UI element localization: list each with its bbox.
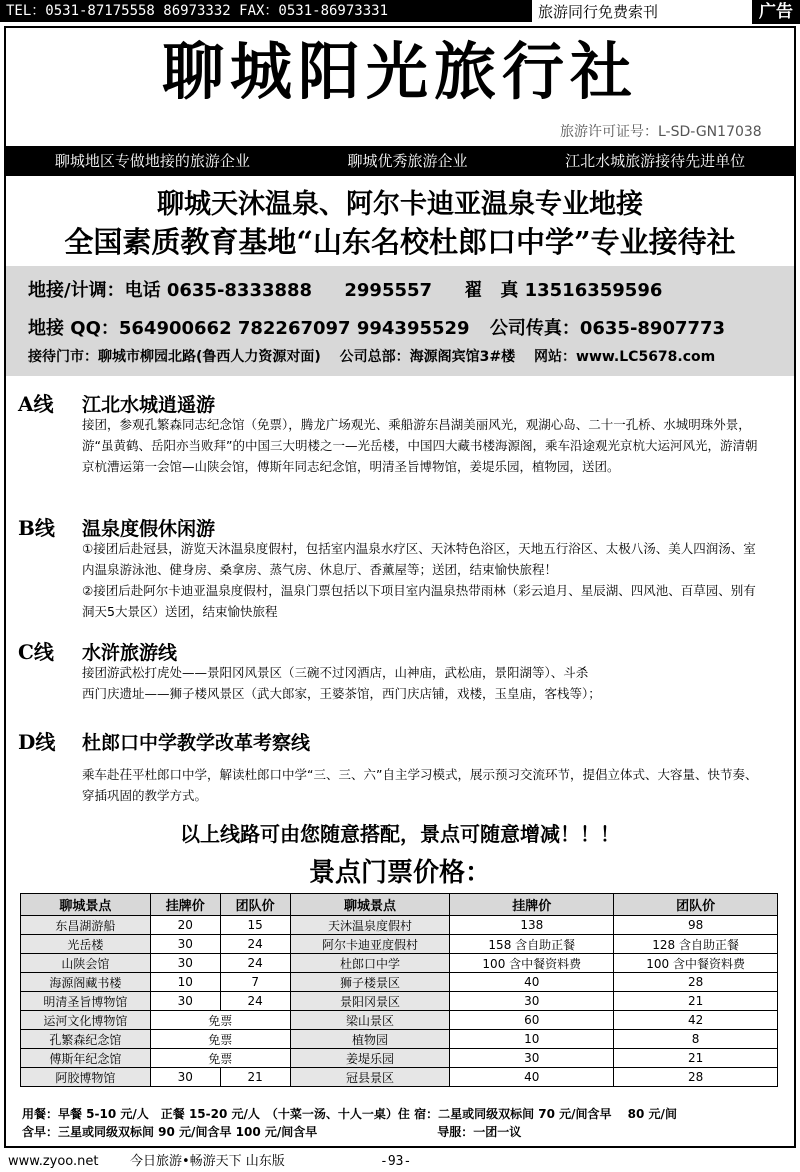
table-cell: 24: [220, 992, 290, 1011]
table-cell: 孔繁森纪念馆: [21, 1030, 151, 1049]
table-row: [21, 1011, 778, 1030]
route-a-body: 接团，参观孔繁森同志纪念馆（免票），腾龙广场观光、乘船游东昌湖美丽风光，观湖心岛、二十一孔桥、水城明珠外景，游“虽黄鹤、岳阳亦当败拜”的中国三大明楼之一—光岳楼，中国四大藏书楼海源阁，乘车沿途观光京杭大运河风光，游清朝京杭漕运第一会馆—山陕会馆，傅斯年同志纪念馆，明清圣旨博物馆，姜堤乐园，植物园，送团。: [82, 417, 758, 474]
price-title: 景点门票价格：: [308, 858, 491, 888]
col-header: 团队价: [220, 894, 290, 916]
table-cell: 姜堤乐园: [290, 1049, 450, 1068]
ad-badge: 广告: [752, 0, 800, 24]
table-row: [21, 954, 778, 973]
table-cell: 30: [150, 1068, 220, 1087]
table-header-row: [21, 894, 778, 916]
honor-item: 聊城地区专做地接的旅游企业: [54, 152, 250, 170]
headline-hot-spring: 聊城天沐温泉、阿尔卡迪亚温泉专业地接: [157, 189, 643, 220]
table-cell: 128 含自助正餐: [614, 935, 778, 954]
phone-number: 地接/计调：电话 0635-8333888: [28, 280, 313, 301]
table-cell: 傅斯年纪念馆: [21, 1049, 151, 1068]
table-cell: 98: [614, 916, 778, 935]
table-cell: 20: [150, 916, 220, 935]
hq-address: 公司总部：海源阁宾馆3#楼: [339, 349, 516, 365]
route-c-body: 接团游武松打虎处——景阳冈风景区（三碗不过冈酒店，山神庙，武松庙，景阳湖等）、斗杀 西门庆遗址——狮子楼风景区（武大郎家，王婆茶馆，西门庆店铺，戏楼，玉皇庙，客栈等）；: [82, 665, 601, 701]
route-a-heading: [18, 388, 215, 417]
col-header: 聊城景点: [290, 894, 450, 916]
table-cell: 免票: [150, 1049, 290, 1068]
table-cell: 海源阁藏书楼: [21, 973, 151, 992]
table-cell: 138: [450, 916, 614, 935]
table-cell: 24: [220, 954, 290, 973]
top-contact: TEL：0531-87175558 86973332 FAX：0531-86973331: [0, 0, 532, 22]
top-index-label: 旅游同行免费索刊: [538, 3, 659, 21]
route-code: B线: [18, 516, 55, 540]
agency-name: 聊城阳光旅行社: [161, 35, 638, 108]
table-cell: 60: [450, 1011, 614, 1030]
table-cell: 158 含自助正餐: [450, 935, 614, 954]
route-d-heading: [18, 726, 310, 755]
footer-url: www.zyoo.net: [8, 1154, 99, 1169]
table-row: [21, 992, 778, 1011]
address-line: [28, 346, 729, 366]
route-name: 水浒旅游线: [82, 642, 178, 664]
table-cell: 免票: [150, 1030, 290, 1049]
table-cell: 100 含中餐资料费: [614, 954, 778, 973]
table-cell: 30: [150, 954, 220, 973]
footer: [0, 1152, 800, 1172]
honors-band: [6, 146, 794, 176]
mobile-number: 翟 真 13516359596: [464, 280, 663, 301]
route-code: D线: [18, 730, 56, 754]
table-cell: 40: [450, 1068, 614, 1087]
headline-school: 全国素质教育基地“山东名校杜郎口中学”专业接待社: [64, 225, 736, 259]
phone-line: [28, 276, 688, 302]
honor-item: 江北水城旅游接待先进单位: [565, 152, 746, 170]
route-b-heading: [18, 512, 215, 541]
website: 网站：www.LC5678.com: [534, 349, 716, 365]
route-c-heading: [18, 636, 177, 665]
col-header: 挂牌价: [450, 894, 614, 916]
table-cell: 植物园: [290, 1030, 450, 1049]
table-cell: 狮子楼景区: [290, 973, 450, 992]
route-name: 温泉度假休闲游: [82, 518, 216, 540]
table-cell: 30: [150, 992, 220, 1011]
route-code: A线: [18, 392, 54, 416]
table-cell: 30: [450, 992, 614, 1011]
route-d-body: 乘车赴茌平杜郎口中学，解读杜郎口中学“三、三、六”自主学习模式，展示预习交流环节，提倡立体式、大容量、快节奏、穿插巩固的教学方式。: [82, 767, 758, 803]
table-cell: 东昌湖游船: [21, 916, 151, 935]
fax-number: 公司传真：0635-8907773: [489, 318, 726, 339]
table-cell: 运河文化博物馆: [21, 1011, 151, 1030]
table-row: [21, 1068, 778, 1087]
table-cell: 24: [220, 935, 290, 954]
col-header: 聊城景点: [21, 894, 151, 916]
table-cell: 21: [220, 1068, 290, 1087]
table-cell: 阿尔卡迪亚度假村: [290, 935, 450, 954]
table-cell: 30: [150, 935, 220, 954]
table-cell: 28: [614, 1068, 778, 1087]
footer-slogan: 今日旅游•畅游天下 山东版: [130, 1154, 285, 1169]
route-name: 江北水城逍遥游: [82, 394, 216, 416]
table-cell: 阿胶博物馆: [21, 1068, 151, 1087]
table-cell: 21: [614, 1049, 778, 1068]
table-cell: 30: [450, 1049, 614, 1068]
table-cell: 天沐温泉度假村: [290, 916, 450, 935]
honor-item: 聊城优秀旅游企业: [347, 152, 468, 170]
route-code: C线: [18, 640, 54, 664]
table-cell: 杜郎口中学: [290, 954, 450, 973]
table-cell: 山陕会馆: [21, 954, 151, 973]
table-row: [21, 1030, 778, 1049]
qq-line: [28, 314, 739, 340]
table-cell: 10: [450, 1030, 614, 1049]
table-cell: 10: [150, 973, 220, 992]
table-cell: 免票: [150, 1011, 290, 1030]
top-bar: [0, 0, 800, 24]
qq-numbers: 地接 QQ：564900662 782267097 994395529: [28, 318, 470, 339]
mix-note: 以上线路可由您随意搭配，景点可随意增减！！！: [180, 822, 620, 846]
price-table: [20, 893, 778, 1087]
table-cell: 15: [220, 916, 290, 935]
table-row: [21, 935, 778, 954]
table-cell: 42: [614, 1011, 778, 1030]
store-address: 接待门市：聊城市柳园北路(鲁西人力资源对面): [28, 349, 321, 365]
table-cell: 冠县景区: [290, 1068, 450, 1087]
route-name: 杜郎口中学教学改革考察线: [82, 732, 311, 754]
table-row: [21, 916, 778, 935]
route-b-body: ①接团后赴冠县，游览天沐温泉度假村，包括室内温泉水疗区、天沐特色浴区，天地五行浴区、太极八汤、美人四润汤、室内温泉游泳池、健身房、桑拿房、蒸气房、休息厅、香薰屋等；送团，结束愉快旅程！ ②接团后赴阿尔卡迪亚温泉度假村，温泉门票包括以下项目室内温泉热带雨林（彩云追月、星辰湖、四风池、百草园、别有洞天5大景区）送团，结束愉快旅程: [82, 541, 756, 619]
table-cell: 28: [614, 973, 778, 992]
col-header: 团队价: [614, 894, 778, 916]
table-cell: 8: [614, 1030, 778, 1049]
table-cell: 景阳冈景区: [290, 992, 450, 1011]
table-cell: 100 含中餐资料费: [450, 954, 614, 973]
table-cell: 梁山景区: [290, 1011, 450, 1030]
table-cell: 光岳楼: [21, 935, 151, 954]
table-cell: 明清圣旨博物馆: [21, 992, 151, 1011]
table-cell: 21: [614, 992, 778, 1011]
hotel-note: 含早：三星或同级双标间 90 元/间含早 100 元/间含早 导服：一团一议: [22, 1125, 522, 1139]
table-cell: 7: [220, 973, 290, 992]
col-header: 挂牌价: [150, 894, 220, 916]
phone-number-2: 2995557: [344, 280, 433, 301]
table-row: [21, 973, 778, 992]
table-row: [21, 1049, 778, 1068]
page-number: -93-: [380, 1154, 412, 1169]
license-number: 旅游许可证号：L-SD-GN17038: [560, 124, 762, 140]
meal-note: 用餐：早餐 5-10 元/人 正餐 15-20 元/人 （十菜一汤、十人一桌）住 宿：二星或同级双标间 70 元/间含早 80 元/间: [22, 1107, 677, 1121]
table-cell: 40: [450, 973, 614, 992]
